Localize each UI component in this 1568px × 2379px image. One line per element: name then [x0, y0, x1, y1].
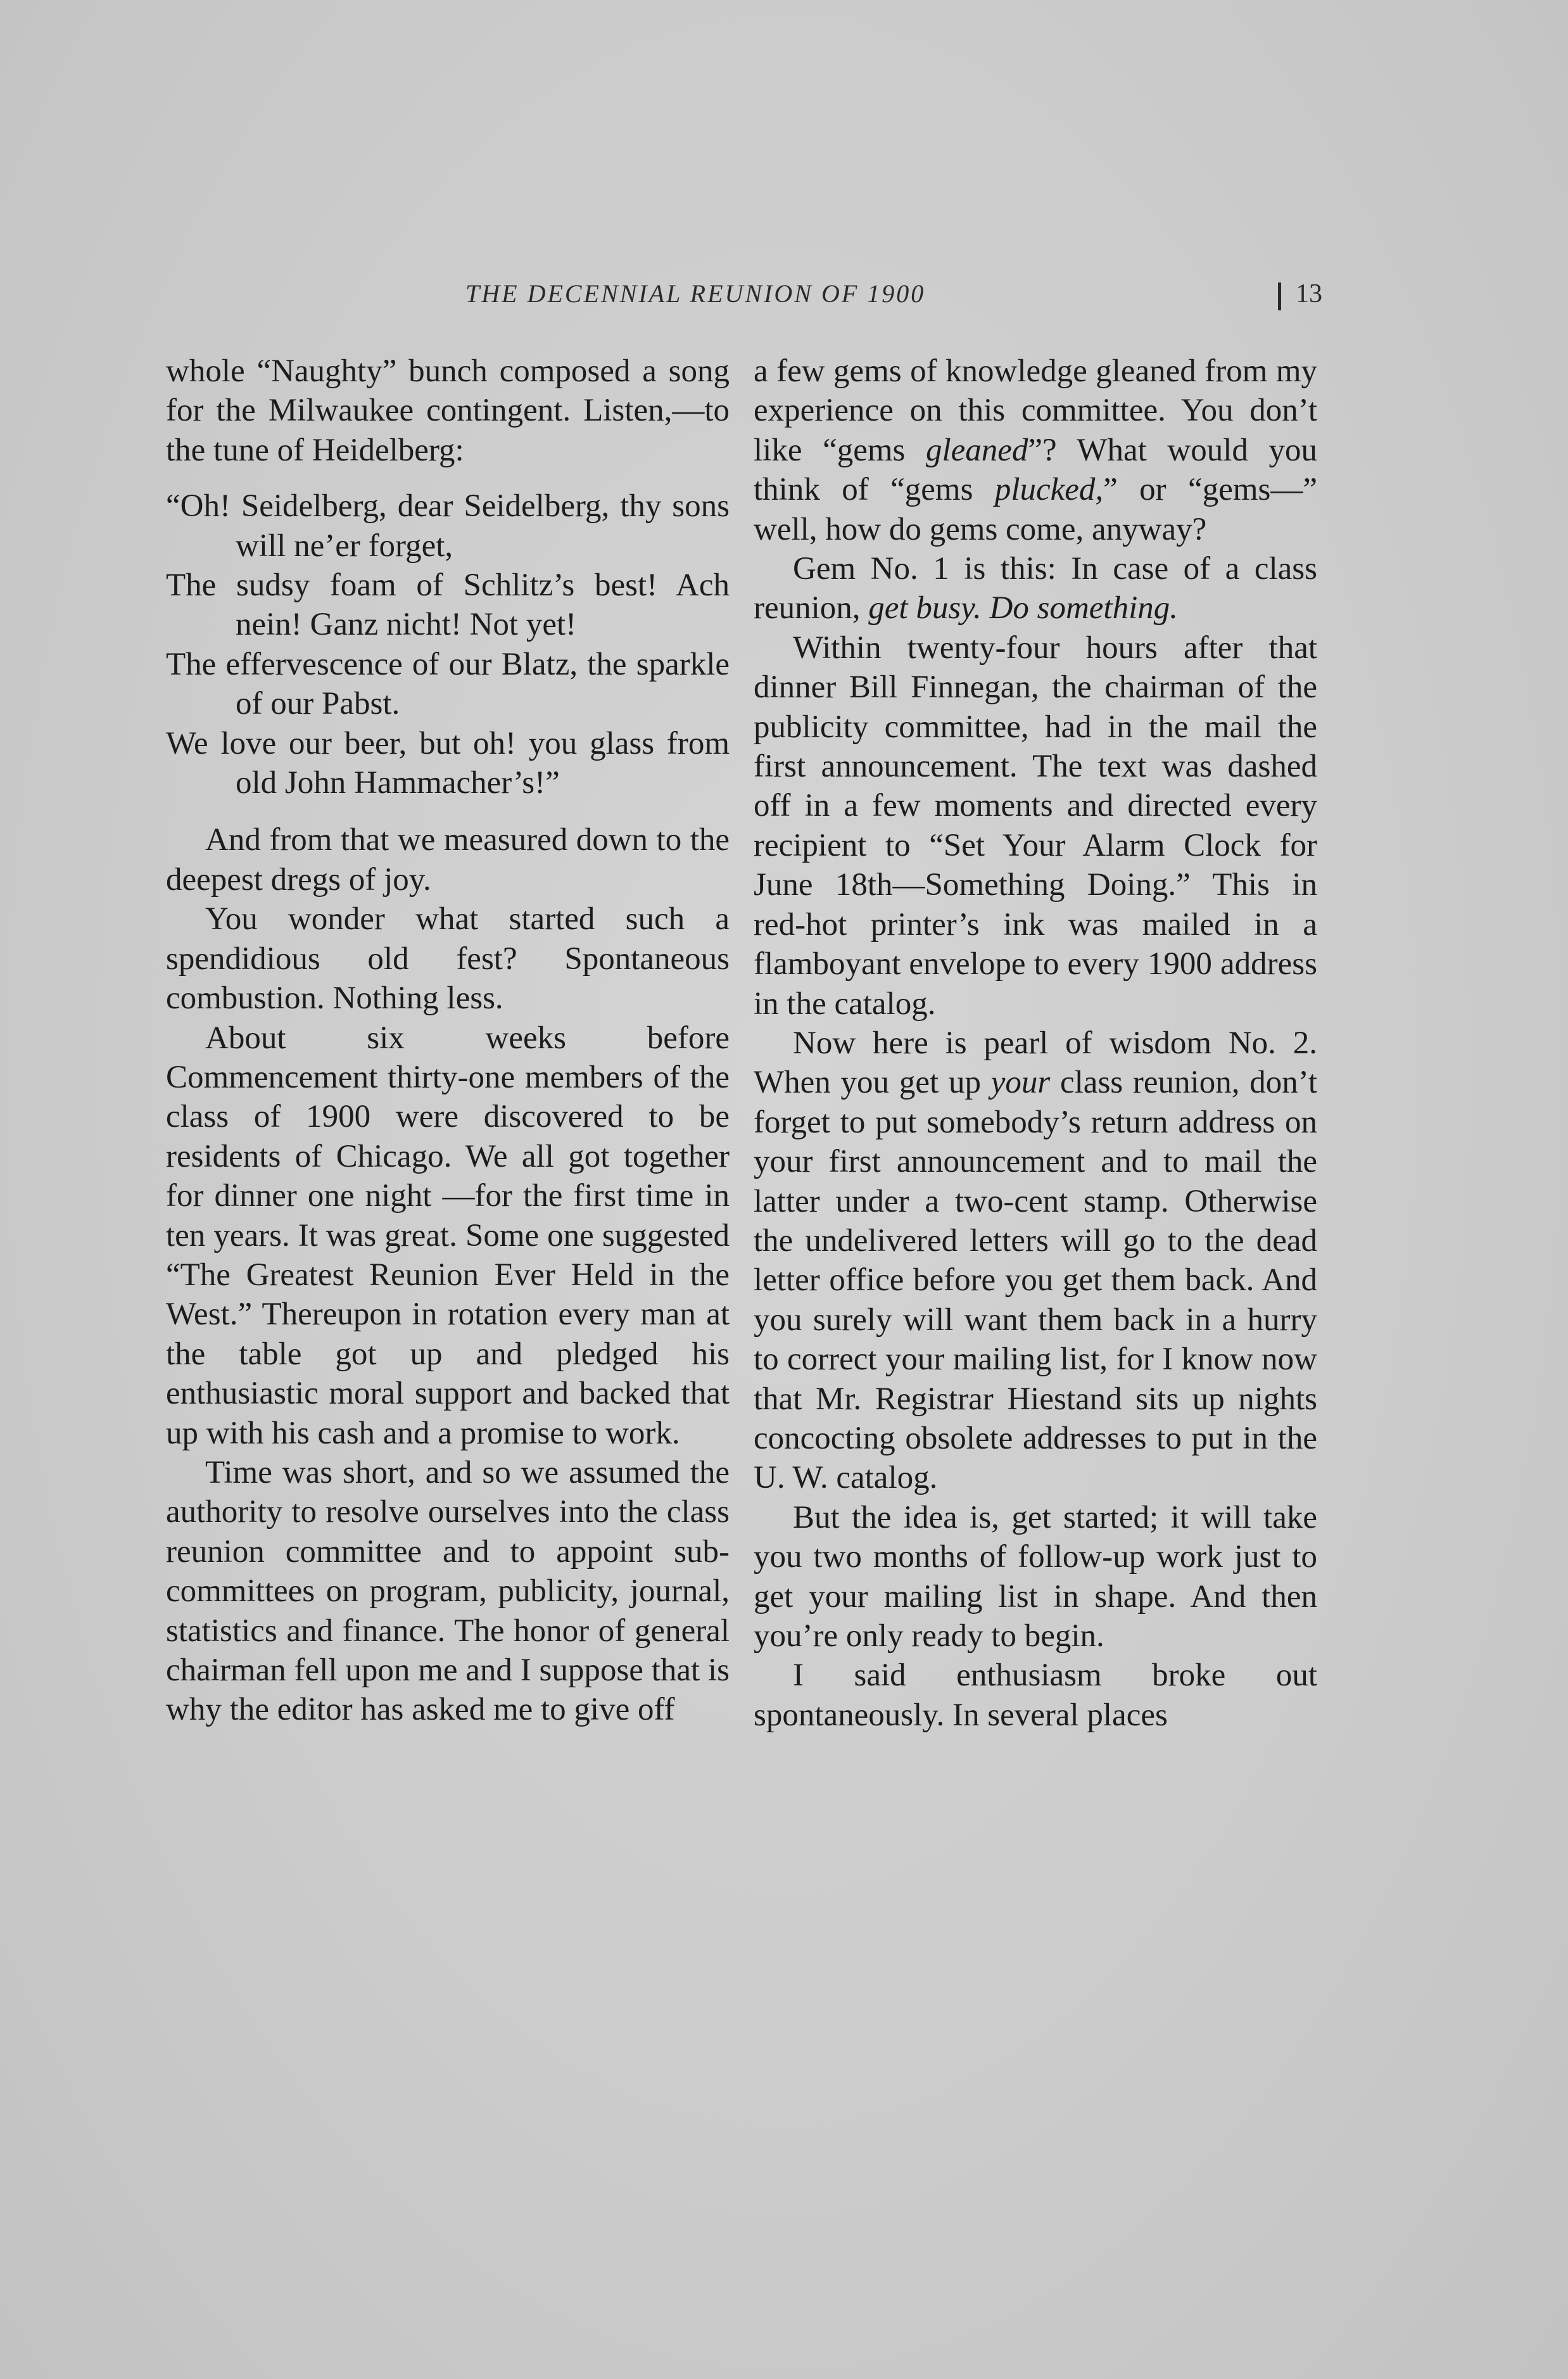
text-run: Gem No. 1 is this: In case of a class reunion,	[754, 551, 1317, 626]
paragraph: whole “Naughty” bunch composed a song for the Milwaukee contingent. Listen,—to the tune of Heidelberg:	[166, 353, 730, 468]
text-run: class reunion, don’t forget to put somebody’s return address on your first announcement and to mail the latter under a two-cent stamp. Otherwise the undelivered letters will go to the dead letter office before you get them back. And you surely will want them back in a hurry to correct your mailing list, for I know now that Mr. Registrar Hiestand sits up nights concocting obsolete addresses to put in the U. W. catalog.	[754, 1065, 1317, 1496]
paragraph	[754, 352, 1317, 549]
verse-line: The sudsy foam of Schlitz’s best! Ach nein! Ganz nicht! Not yet!	[166, 568, 730, 643]
paragraph: And from that we measured down to the deepest dregs of joy.	[166, 822, 730, 898]
right-column	[754, 352, 1317, 1735]
text-run: Now here is pearl of wisdom No. 2. When you get up	[754, 1025, 1317, 1101]
verse-line: We love our beer, but oh! you glass from old John Hammacher’s!”	[166, 725, 730, 801]
verse-line: The effervescence of our Blatz, the sparkle of our Pabst.	[166, 646, 730, 722]
paragraph	[754, 1024, 1317, 1498]
paragraph	[754, 549, 1317, 628]
text-run: ” or “gems—” well, how do gems come, anyway?	[754, 472, 1317, 547]
italic-run: your	[990, 1065, 1051, 1101]
italic-run: gleaned	[925, 432, 1028, 468]
running-head: THE DECENNIAL REUNION OF 1900	[465, 279, 926, 308]
page-number: 13	[1296, 279, 1322, 308]
paragraph: You wonder what started such a spendidious old fest? Spontaneous combustion. Nothing less.	[166, 901, 730, 1017]
paragraph: Time was short, and so we assumed the authority to resolve ourselves into the class reunion committee and to appoint sub-committees on program, publicity, journal, statistics and finance. The honor of general chairman fell upon me and I suppose that is why the editor has asked me to give off	[166, 1454, 730, 1728]
italic-run: plucked,	[994, 472, 1104, 508]
text-run: a few gems of knowledge gleaned from my experience on this committee. You don’t like “gems	[754, 353, 1317, 468]
folio-rule	[1278, 282, 1281, 310]
verse-line: “Oh! Seidelberg, dear Seidelberg, thy sons will ne’er forget,	[166, 488, 730, 564]
song-verse	[166, 486, 730, 803]
paragraph: I said enthusiasm broke out spontaneously. In several places	[754, 1658, 1317, 1733]
italic-run: get busy. Do something.	[868, 590, 1179, 626]
left-column	[166, 352, 730, 1730]
paragraph: About six weeks before Commencement thirty-one members of the class of 1900 were discovered to be residents of Chicago. We all got together for dinner one night —for the first time in ten years. It was great. Some one suggested “The Greatest Reunion Ever Held in the West.” Thereupon in rotation every man at the table got up and pledged his enthusiastic moral support and backed that up with his cash and a promise to work.	[166, 1020, 730, 1451]
text-run: ”? What would you think of “gems	[754, 432, 1318, 508]
paragraph: Within twenty-four hours after that dinner Bill Finnegan, the chairman of the publicity committee, had in the mail the first announcement. The text was dashed off in a few moments and directed every recipient to “Set Your Alarm Clock for June 18th—Something Doing.” This in red-hot printer’s ink was mailed in a flamboyant envelope to every 1900 address in the catalog.	[754, 630, 1317, 1022]
paragraph: But the idea is, get started; it will take you two months of follow-up work just to get your mailing list in shape. And then you’re only ready to begin.	[754, 1499, 1317, 1654]
